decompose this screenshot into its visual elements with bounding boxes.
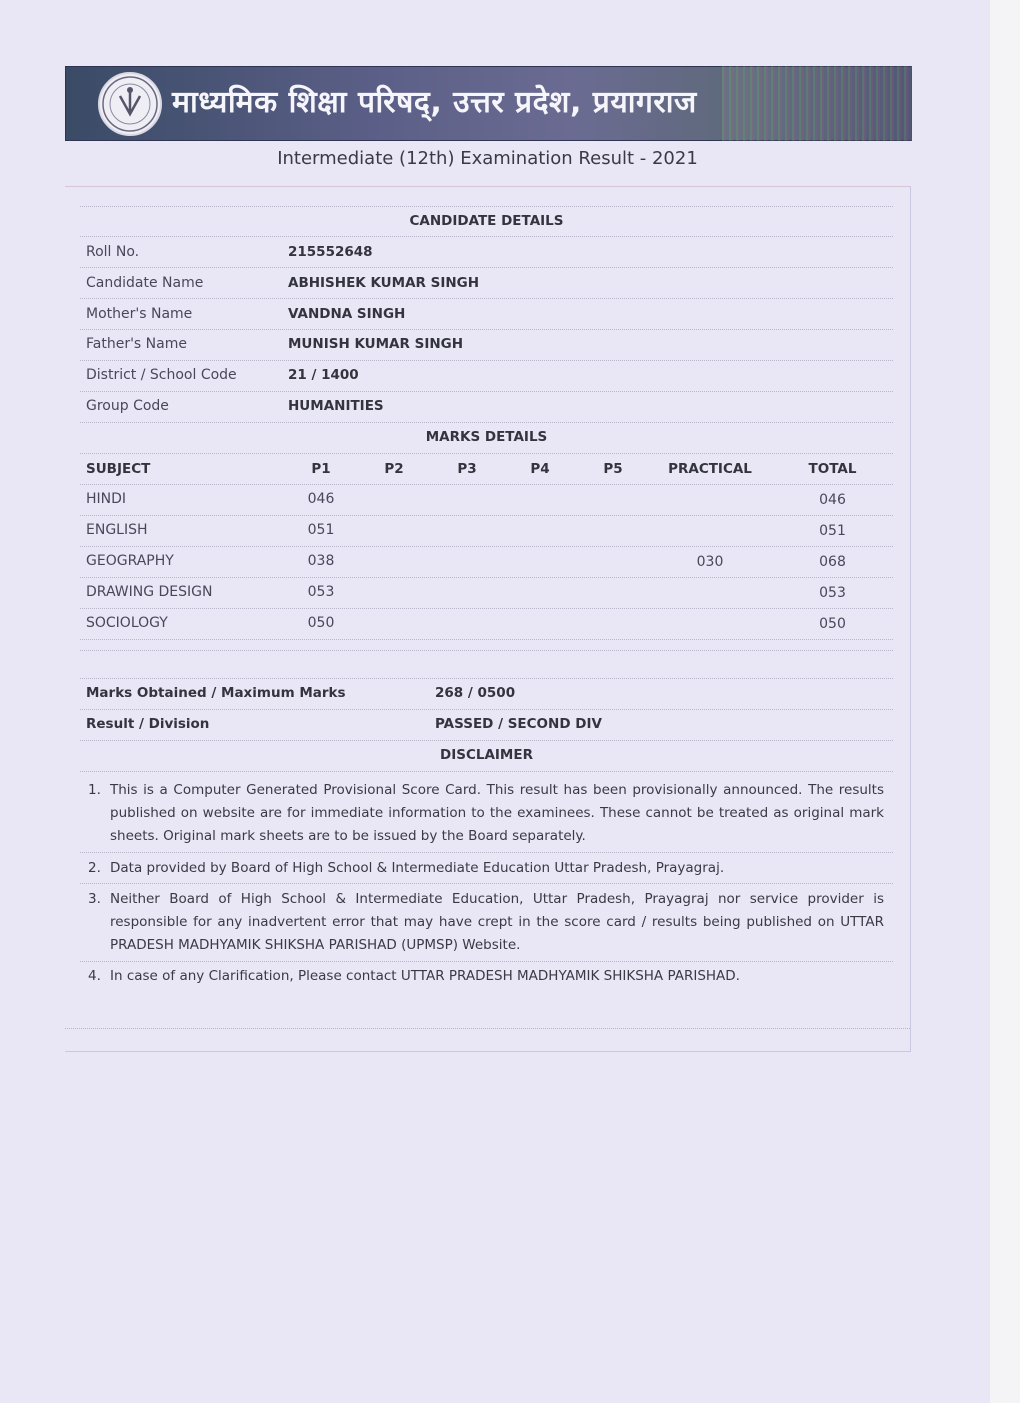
mother-name-value: VANDNA SINGH bbox=[288, 306, 406, 322]
district-school-code-value: 21 / 1400 bbox=[288, 367, 359, 383]
divider bbox=[80, 650, 893, 651]
result-division-value: PASSED / SECOND DIV bbox=[435, 716, 602, 732]
district-school-code-label: District / School Code bbox=[86, 367, 237, 383]
table-row-subject: DRAWING DESIGN bbox=[86, 584, 213, 600]
table-row-total: 050 bbox=[819, 616, 846, 632]
divider bbox=[80, 709, 893, 710]
divider bbox=[80, 360, 893, 361]
disclaimer-item-text: Data provided by Board of High School & Intermediate Education Uttar Pradesh, Prayagraj. bbox=[110, 860, 725, 876]
group-code-value: HUMANITIES bbox=[288, 398, 384, 414]
scan-edge bbox=[990, 0, 1020, 1403]
group-code-label: Group Code bbox=[86, 398, 169, 414]
divider bbox=[80, 329, 893, 330]
table-row-total: 046 bbox=[819, 492, 846, 508]
table-row-p1: 050 bbox=[307, 615, 335, 631]
divider bbox=[80, 883, 893, 884]
col-p3: P3 bbox=[457, 461, 477, 477]
candidate-name-label: Candidate Name bbox=[86, 275, 204, 291]
disclaimer-item-text: Neither Board of High School & Intermediate Education, Uttar Pradesh, Prayagraj nor service provider is responsible for any inadvertent error that may have crept in the score card / results being published on UTTAR PRADESH MADHYAMIK SHIKSHA PARISHAD (UPMSP) Website. bbox=[110, 891, 884, 953]
divider bbox=[80, 961, 893, 962]
divider bbox=[80, 740, 893, 741]
candidate-details-heading: CANDIDATE DETAILS bbox=[409, 213, 564, 229]
col-practical: PRACTICAL bbox=[668, 461, 752, 477]
roll-no-value: 215552648 bbox=[288, 244, 373, 260]
divider bbox=[80, 391, 893, 392]
table-row-total: 051 bbox=[819, 523, 846, 539]
table-row-subject: GEOGRAPHY bbox=[86, 553, 174, 569]
table-row-total: 068 bbox=[819, 554, 846, 570]
result-division-label: Result / Division bbox=[86, 716, 210, 732]
table-row-p1: 053 bbox=[307, 584, 335, 600]
divider bbox=[80, 453, 893, 454]
divider bbox=[80, 608, 893, 609]
col-p2: P2 bbox=[384, 461, 404, 477]
table-row-subject: HINDI bbox=[86, 491, 127, 507]
disclaimer-item-number: 1. bbox=[88, 782, 101, 798]
disclaimer-item bbox=[88, 888, 884, 957]
divider bbox=[80, 484, 893, 485]
disclaimer-item-number: 4. bbox=[88, 968, 101, 984]
divider bbox=[80, 236, 893, 237]
table-row-p1: 038 bbox=[307, 553, 335, 569]
col-total: TOTAL bbox=[808, 461, 857, 477]
divider bbox=[80, 639, 893, 640]
table-row-p1: 051 bbox=[307, 522, 335, 538]
disclaimer-item bbox=[88, 857, 884, 880]
col-p1: P1 bbox=[311, 461, 331, 477]
col-subject: SUBJECT bbox=[86, 461, 151, 477]
board-emblem-icon bbox=[98, 72, 162, 136]
table-row-subject: SOCIOLOGY bbox=[86, 615, 168, 631]
divider bbox=[80, 546, 893, 547]
father-name-label: Father's Name bbox=[86, 336, 187, 352]
divider bbox=[80, 422, 893, 423]
candidate-name-value: ABHISHEK KUMAR SINGH bbox=[288, 275, 480, 291]
roll-no-label: Roll No. bbox=[86, 244, 140, 260]
table-row-total: 053 bbox=[819, 585, 846, 601]
disclaimer-item bbox=[88, 965, 884, 988]
board-name: माध्यमिक शिक्षा परिषद्, उत्तर प्रदेश, प्रयागराज bbox=[172, 85, 697, 120]
marks-details-heading: MARKS DETAILS bbox=[425, 429, 548, 445]
mother-name-label: Mother's Name bbox=[86, 306, 193, 322]
divider bbox=[80, 206, 893, 207]
disclaimer-item-text: This is a Computer Generated Provisional Score Card. This result has been provisionally announced. The results published on website are for immediate information to the examinees. These cannot be treated as original mark sheets. Original mark sheets are to be issued by the Board separately. bbox=[110, 782, 884, 844]
table-row-practical: 030 bbox=[696, 554, 724, 570]
divider bbox=[80, 852, 893, 853]
divider bbox=[80, 771, 893, 772]
disclaimer-item-number: 3. bbox=[88, 891, 101, 907]
col-p5: P5 bbox=[603, 461, 623, 477]
father-name-value: MUNISH KUMAR SINGH bbox=[288, 336, 464, 352]
disclaimer-item-number: 2. bbox=[88, 860, 101, 876]
table-row-subject: ENGLISH bbox=[86, 522, 148, 538]
col-p4: P4 bbox=[530, 461, 550, 477]
exam-title: Intermediate (12th) Examination Result - 2021 bbox=[277, 148, 698, 169]
divider bbox=[80, 515, 893, 516]
disclaimer-heading: DISCLAIMER bbox=[440, 747, 533, 763]
divider bbox=[80, 267, 893, 268]
marks-obtained-value: 268 / 0500 bbox=[435, 685, 516, 701]
divider bbox=[80, 298, 893, 299]
divider bbox=[80, 577, 893, 578]
divider bbox=[80, 678, 893, 679]
table-row-p1: 046 bbox=[307, 491, 335, 507]
disclaimer-item-text: In case of any Clarification, Please contact UTTAR PRADESH MADHYAMIK SHIKSHA PARISHAD. bbox=[110, 968, 740, 984]
banner-pattern bbox=[722, 66, 912, 141]
marks-obtained-label: Marks Obtained / Maximum Marks bbox=[86, 685, 346, 701]
divider bbox=[65, 1028, 910, 1029]
disclaimer-item bbox=[88, 779, 884, 848]
